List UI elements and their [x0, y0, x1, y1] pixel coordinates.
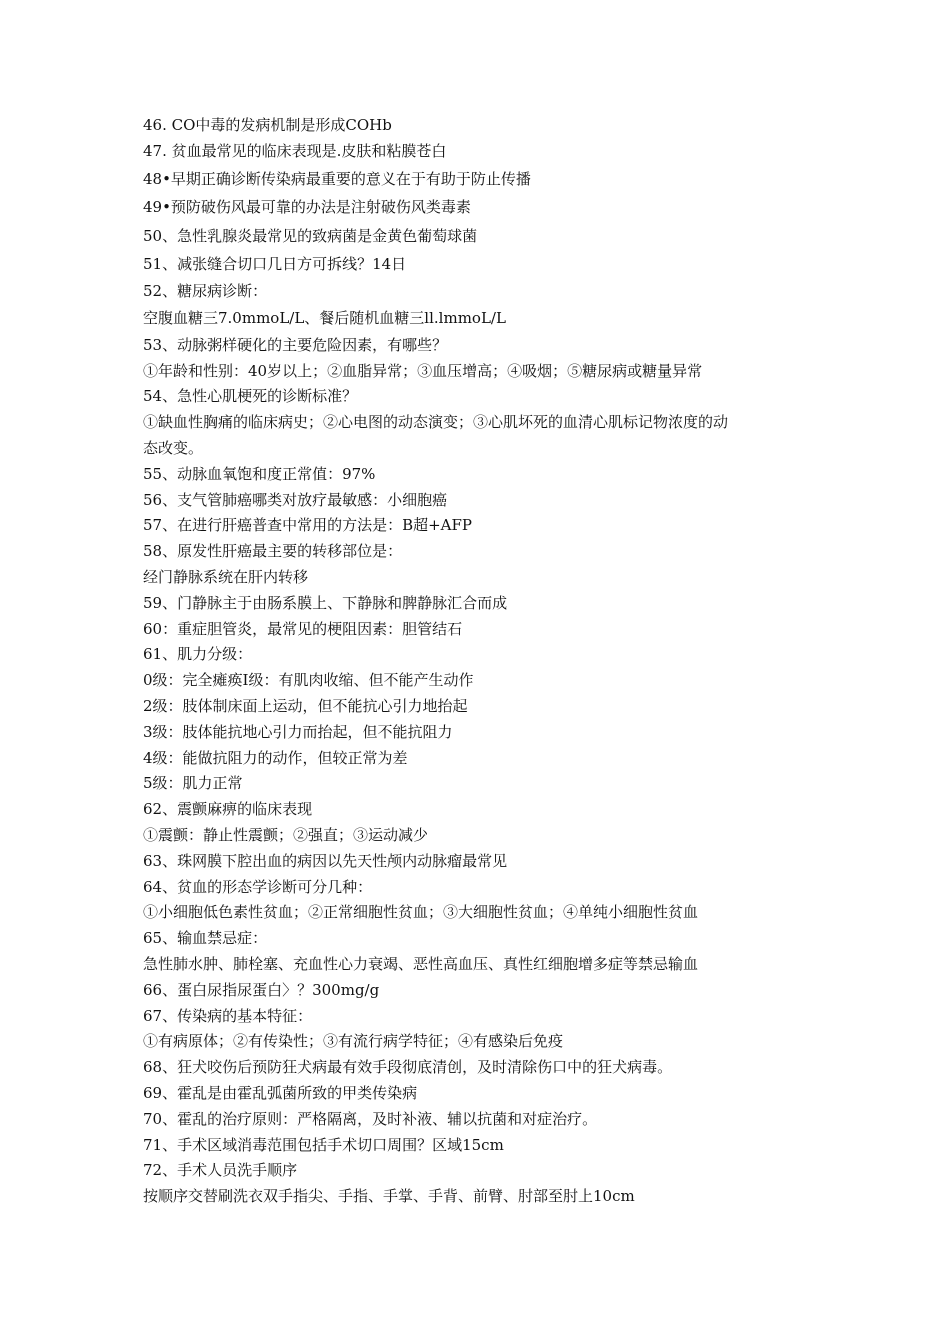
text-line: 59、门静脉主于由肠系膜上、下静脉和脾静脉汇合而成	[143, 593, 508, 612]
text-line: 53、动脉粥样硬化的主要危险因素，有哪些？	[143, 335, 448, 354]
text-line: 5级：肌力正常	[143, 774, 243, 793]
text-line: 4级：能做抗阻力的动作，但较正常为差	[143, 748, 408, 767]
text-line: ①小细胞低色素性贫血；②正常细胞性贫血；③大细胞性贫血；④单纯小细胞性贫血	[143, 903, 699, 922]
text-line: 3级：肢体能抗地心引力而抬起，但不能抗阻力	[143, 722, 453, 741]
text-line: 72、手术人员洗手顺序	[143, 1161, 298, 1180]
text-line: 63、珠网膜下腔出血的病因以先天性颅内动脉瘤最常见	[143, 851, 508, 870]
text-line: 0级：完全瘫痪I级：有肌肉收缩、但不能产生动作	[143, 671, 474, 690]
text-line: 47. 贫血最常见的临床表现是.皮肤和粘膜苍白	[143, 141, 447, 160]
text-line: 50、急性乳腺炎最常见的致病菌是金黄色葡萄球菌	[143, 226, 478, 245]
text-line: 51、减张缝合切口几日方可拆线？14日	[143, 255, 407, 274]
text-line: ①年龄和性别：40岁以上；②血脂异常；③血压增高；④吸烟；⑤糖尿病或糖量异常	[143, 361, 703, 380]
text-line: 69、霍乱是由霍乱弧菌所致的甲类传染病	[143, 1084, 418, 1102]
text-line: ①缺血性胸痛的临床病史；②心电图的动态演变；③心肌坏死的血清心肌标记物浓度的动	[143, 413, 729, 432]
text-line: 49•预防破伤风最可靠的办法是注射破伤风类毒素	[143, 198, 471, 217]
text-line: 48•早期正确诊断传染病最重要的意义在于有助于防止传播	[143, 169, 531, 188]
text-line: 2级：肢体制床面上运动，但不能抗心引力地抬起	[143, 697, 468, 716]
text-line: 57、在进行肝癌普查中常用的方法是：B超+AFP	[143, 516, 473, 535]
text-line: 67、传染病的基本特征：	[143, 1006, 313, 1025]
text-line: 56、支气管肺癌哪类对放疗最敏感：小细胞癌	[143, 490, 448, 509]
text-line: ①震颤：静止性震颤；②强直；③运动减少	[143, 826, 429, 845]
text-line: 急性肺水肿、肺栓塞、充血性心力衰竭、恶性高血压、真性红细胞增多症等禁忌输血	[143, 955, 699, 974]
text-line: 54、急性心肌梗死的诊断标准？	[143, 387, 358, 406]
text-line: 62、震颤麻痹的临床表现	[143, 800, 313, 819]
text-line: 空腹血糖三7.0mmoL/L、餐后随机血糖三ll.lmmoL/L	[143, 309, 506, 328]
text-line: ①有病原体；②有传染性；③有流行病学特征；④有感染后免疫	[143, 1032, 564, 1051]
text-line: 态改变。	[143, 439, 204, 458]
text-line: 70、霍乱的治疗原则：严格隔离，及时补液、辅以抗菌和对症治疗。	[143, 1109, 598, 1128]
text-line: 58、原发性肝癌最主要的转移部位是：	[143, 542, 403, 561]
text-line: 经门静脉系统在肝内转移	[143, 568, 309, 587]
text-line: 66、蛋白尿指尿蛋白〉？300mg/g	[143, 980, 380, 999]
text-line: 60：重症胆管炎，最常见的梗阻因素：胆管结石	[143, 619, 463, 638]
text-line: 按顺序交替刷洗衣双手指尖、手指、手掌、手背、前臂、肘部至肘上10cm	[143, 1187, 635, 1206]
text-line: 65、输血禁忌症：	[143, 929, 268, 948]
text-line: 64、贫血的形态学诊断可分几种：	[143, 877, 373, 896]
text-line: 71、手术区域消毒范围包括手术切口周围？区域15cm	[143, 1135, 504, 1154]
text-line: 46. CO中毒的发病机制是形成COHb	[143, 116, 392, 134]
text-line: 61、肌力分级：	[143, 645, 253, 664]
text-line: 55、动脉血氧饱和度正常值：97%	[143, 464, 376, 483]
text-line: 68、狂犬咬伤后预防狂犬病最有效手段彻底清创，及时清除伤口中的狂犬病毒。	[143, 1058, 673, 1077]
document-body	[143, 113, 823, 1210]
text-line: 52、糖尿病诊断：	[143, 281, 268, 300]
